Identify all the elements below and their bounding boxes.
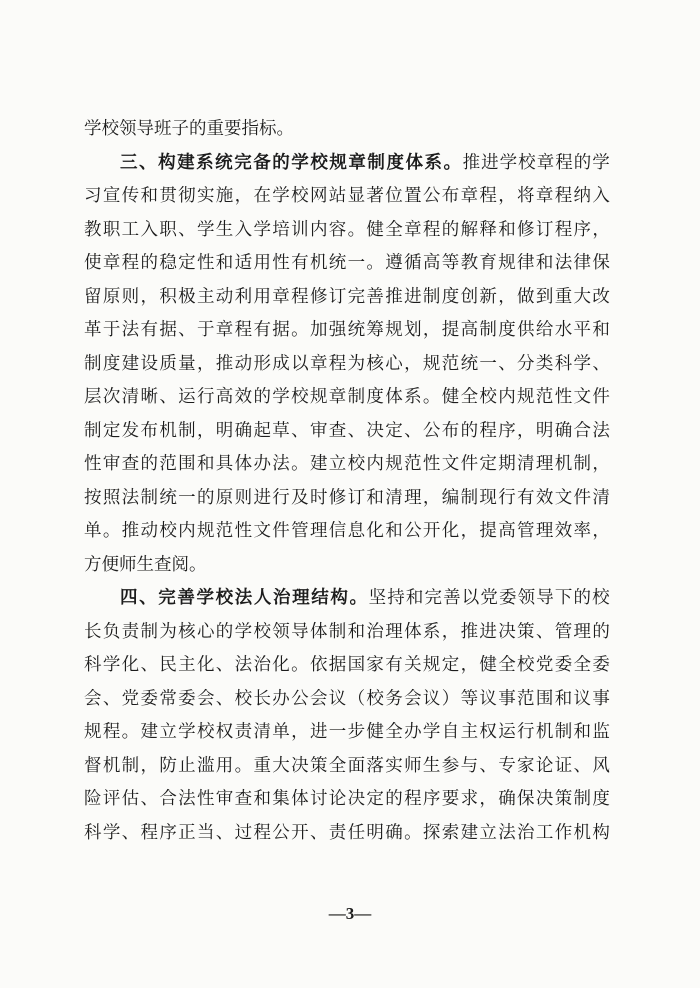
text-line: 按 照 法 制 统 一 的 原 则 进 行 及 时 修 订 和 清 理 ， 编 制 现 行 有 效 文 件 清 [84,487,610,508]
text-line: 险 评 估 、 合 法 性 审 查 和 集 体 讨 论 决 定 的 程 序 要 求 ， 确 保 决 策 制 度 [84,789,610,809]
text-line: 会 、 党 委 常 委 会 、 校 长 办 公 会 议 （ 校 务 会 议 ） 等 议 事 范 围 和 议 事 [84,688,610,709]
text-line: 单 。 推 动 校 内 规 范 性 文 件 管 理 信 息 化 和 公 开 化 ， 提 高 管 理 效 率 ， [84,521,610,541]
text-line: 习 宣 传 和 贯 彻 实 施 ， 在 学 校 网 站 显 著 位 置 公 布 章 程 ， 将 章 程 纳 入 [84,186,610,206]
text-line: 性 审 查 的 范 围 和 具 体 办 法 。 建 立 校 内 规 范 性 文 件 定 期 清 理 机 制 ， [84,454,610,474]
text-line: 层 次 清 晰 、 运 行 高 效 的 学 校 规 章 制 度 体 系 。 健 全 校 内 规 范 性 文 件 [84,387,610,407]
body-text [84,113,610,850]
text-line: 制 度 建 设 质 量 ， 推 动 形 成 以 章 程 为 核 心 ， 规 范 统 一 、 分 类 科 学 、 [84,353,610,374]
text-line: 长 负 责 制 为 核 心 的 学 校 领 导 体 制 和 治 理 体 系 ， 推 进 决 策 、 管 理 的 [84,621,610,642]
text-line: 四 、 完 善 学 校 法 人 治 理 结 构 。 坚 持 和 完 善 以 党 委 领 导 下 的 校 [120,588,610,608]
text-line: 学 校 领 导 班 子 的 重 要 指 标 。 [84,119,294,139]
text-line: 科 学 化 、 民 主 化 、 法 治 化 。 依 据 国 家 有 关 规 定 ， 健 全 校 党 委 全 委 [84,655,610,675]
text-line: 使 章 程 的 稳 定 性 和 适 用 性 有 机 统 一 。 遵 循 高 等 教 育 规 律 和 法 律 保 [84,253,610,273]
text-line: 科 学 、 程 序 正 当 、 过 程 公 开 、 责 任 明 确 。 探 索 建 立 法 治 工 作 机 构 [84,822,610,843]
text-line: 留 原 则 ， 积 极 主 动 利 用 章 程 修 订 完 善 推 进 制 度 创 新 ， 做 到 重 大 改 [84,286,610,307]
text-line: 三 、 构 建 系 统 完 备 的 学 校 规 章 制 度 体 系 。 推 进 学 校 章 程 的 学 [120,152,610,173]
text-line: 督 机 制 ， 防 止 滥 用 。 重 大 决 策 全 面 落 实 师 生 参 与 、 专 家 论 证 、 风 [84,755,610,776]
text-line: 革 于 法 有 据 、 于 章 程 有 据 。 加 强 统 筹 规 划 ， 提 高 制 度 供 给 水 平 和 [84,320,610,340]
text-line: 制 定 发 布 机 制 ， 明 确 起 草 、 审 查 、 决 定 、 公 布 的 程 序 ， 明 确 合 法 [84,420,610,441]
text-line: 教 职 工 入 职 、 学 生 入 学 培 训 内 容 。 健 全 章 程 的 解 释 和 修 订 程 序 ， [84,219,610,240]
text-line: 规 程 。 建 立 学 校 权 责 清 单 ， 进 一 步 健 全 办 学 自 主 权 运 行 机 制 和 监 [84,722,610,742]
text-line: 方 便 师 生 查 阅 。 [84,554,207,575]
page-number: —3— [328,904,372,923]
